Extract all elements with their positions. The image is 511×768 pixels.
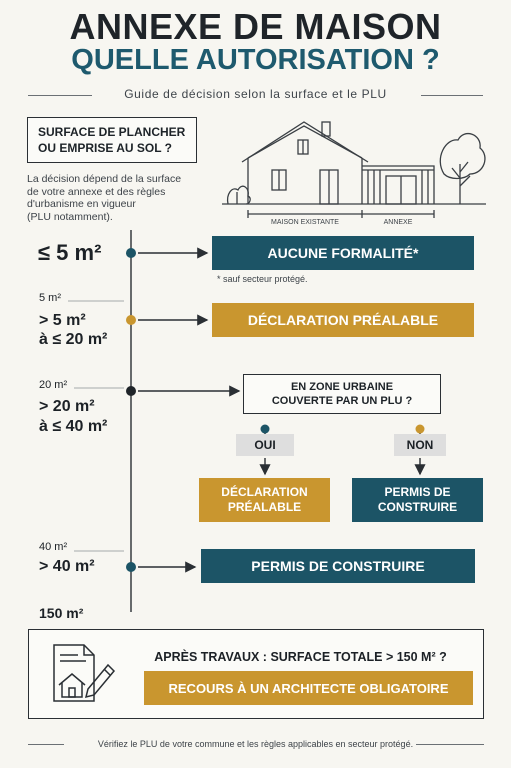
annex-label: ANNEXE [383, 219, 413, 226]
answer-yes: OUI [236, 434, 294, 456]
document-house-icon [50, 643, 118, 705]
outcome-no-formality: AUCUNE FORMALITÉ* [212, 236, 474, 270]
plu-question-line-2: COUVERTE PAR UN PLU ? [271, 395, 413, 407]
intro-line-2: de votre annexe et des règles [27, 185, 166, 198]
footer-divider-right [416, 744, 484, 745]
footer-note: Vérifiez le PLU de votre commune et les règles applicables en secteur protégé. [97, 739, 414, 749]
node-over-40 [126, 562, 136, 572]
answer-no: NON [394, 434, 446, 456]
surface-question-line-2: OU EMPRISE AU SOL ? [38, 141, 173, 155]
title-line-1: ANNEXE DE MAISON [69, 6, 442, 47]
plu-question-line-1: EN ZONE URBAINE [290, 381, 394, 393]
surface-question-line-1: SURFACE DE PLANCHER [38, 125, 186, 139]
range-5-20-line-2: à ≤ 20 m² [39, 331, 108, 348]
title-line-2: QUELLE AUTORISATION ? [71, 44, 440, 76]
tick-150: 150 m² [39, 605, 84, 621]
after-works-question: APRÈS TRAVAUX : SURFACE TOTALE > 150 M² ? [154, 650, 447, 664]
range-20-40-line-1: > 20 m² [39, 398, 95, 415]
architect-mandatory: RECOURS À UN ARCHITECTE OBLIGATOIRE [144, 671, 473, 705]
tick-20: 20 m² [39, 379, 68, 391]
range-5-20-line-1: > 5 m² [39, 312, 86, 329]
outcome-yes-declaration [199, 478, 330, 522]
outcome-no-formality-note: * sauf secteur protégé. [217, 274, 308, 284]
outcome-no-line-1: PERMIS DE [384, 485, 451, 499]
range-up-to-5: ≤ 5 m² [38, 240, 102, 265]
node-5 [126, 248, 136, 258]
plu-question-box [243, 374, 441, 414]
node-20 [126, 315, 136, 325]
range-over-40: > 40 m² [39, 558, 95, 575]
outcome-declaration: DÉCLARATION PRÉALABLE [212, 303, 474, 337]
outcome-yes-line-2: PRÉALABLE [227, 500, 302, 514]
node-yes [261, 425, 270, 434]
intro-line-1: La décision dépend de la surface [27, 173, 182, 185]
outcome-building-permit: PERMIS DE CONSTRUIRE [201, 549, 475, 583]
outcome-no-line-2: CONSTRUIRE [377, 500, 458, 514]
outcome-no-permit [352, 478, 483, 522]
intro-line-3: d'urbanisme en vigueur [27, 198, 136, 210]
tick-5: 5 m² [39, 292, 61, 304]
range-20-40-line-2: à ≤ 40 m² [39, 418, 108, 435]
outcome-yes-line-1: DÉCLARATION [221, 485, 308, 499]
subtitle: Guide de décision selon la surface et le PLU [124, 87, 387, 101]
node-40 [126, 386, 136, 396]
intro-line-4: (PLU notamment). [27, 210, 113, 223]
tick-40: 40 m² [39, 541, 68, 553]
house-label: MAISON EXISTANTE [271, 219, 339, 226]
node-no [416, 425, 425, 434]
